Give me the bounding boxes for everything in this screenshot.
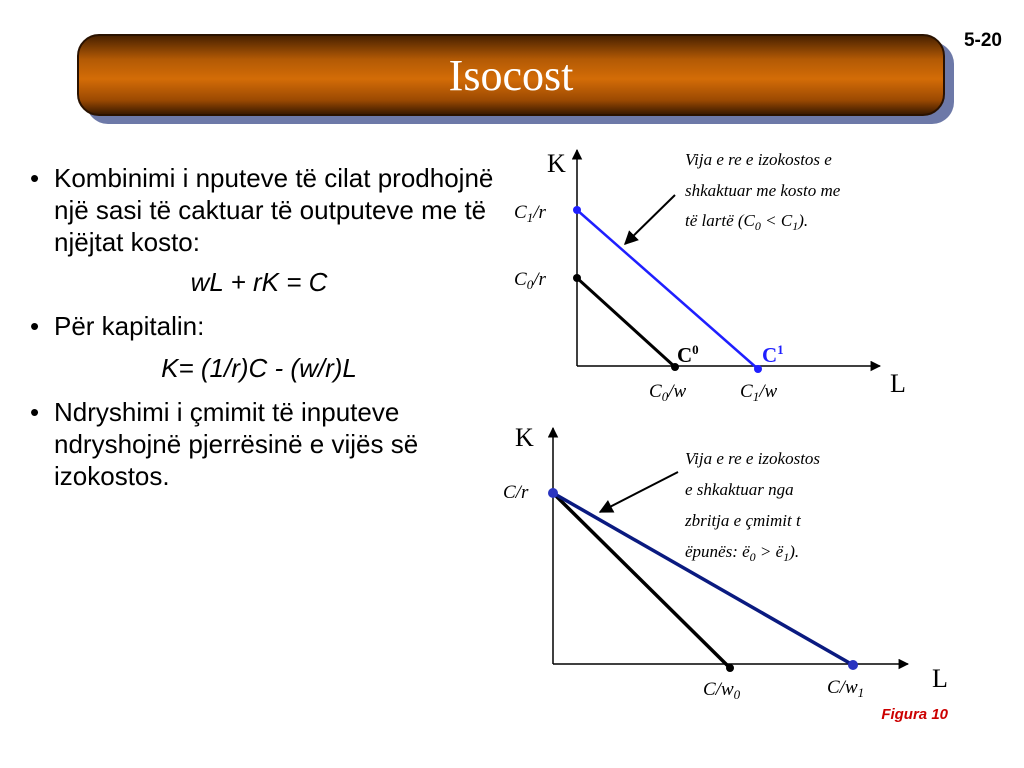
page-title: Isocost (448, 51, 574, 100)
svg-text:Vija e re e izokostos: Vija e re e izokostos (685, 449, 821, 468)
bullet-text: Për kapitalin: (54, 311, 205, 341)
top-point-c1r (573, 206, 581, 214)
bullet-dot: • (30, 397, 40, 427)
top-label-c1-over-w: $C_1/w$ (740, 381, 778, 404)
bottom-annotation-arrow (600, 472, 678, 512)
bottom-label-c-over-w0: $C/w_0$ (703, 679, 741, 702)
top-annotation (685, 150, 841, 233)
svg-text:zbritja e çmimit t: zbritja e çmimit t (685, 511, 801, 530)
bottom-label-c-over-w1: $C/w_1$ (827, 677, 865, 700)
top-point-c0r (573, 274, 581, 282)
formula-cost: wL + rK = C (190, 267, 328, 297)
svg-text:shkaktuar me kosto me: shkaktuar me kosto me (685, 181, 841, 200)
bullet-dot: • (30, 311, 40, 341)
formula-capital: K= (1/r)C - (w/r)L (161, 353, 357, 383)
bullet-text: Kombinimi i nputeve të cilat prodhojnë një sasi të caktuar të outputeve me të njëjtat kosto: (54, 163, 494, 257)
bullet-text: Ndryshimi i çmimit të inputeve ndryshojnë pjerrësinë e vijës së izokostos. (54, 397, 419, 491)
top-label-c0-over-w: $C_0/w$ (649, 381, 687, 404)
bottom-point-cr (548, 488, 558, 498)
top-isocost-old (577, 278, 675, 367)
slide-number: 5-20 (963, 30, 1002, 51)
top-line-label-c0: $C^0$ (677, 342, 699, 367)
bottom-label-c-over-r: C/r (503, 482, 529, 503)
bottom-point-cw1 (848, 660, 858, 670)
svg-text:të lartë (C0 < C1).: të lartë $(C_0 < C_1)$. (685, 211, 809, 233)
top-point-c1w (754, 365, 762, 373)
top-annotation-arrow (625, 195, 675, 244)
svg-text:Vija e re e izokostos e: Vija e re e izokostos e (685, 150, 832, 169)
top-isocost-new (577, 210, 758, 369)
bottom-y-axis-label: K (515, 423, 534, 452)
bottom-x-axis-label: L (932, 664, 948, 693)
top-label-c0-over-r: $C_0/r$ (514, 269, 546, 292)
bottom-point-cw0 (726, 664, 734, 672)
bottom-annotation (684, 449, 820, 564)
top-x-axis-label: L (890, 369, 906, 398)
top-label-c1-over-r: $C_1/r$ (514, 202, 546, 225)
bullet-dot: • (30, 163, 40, 193)
svg-text:ëpunës: ë0 > ë1).: ëpunës: $ë_0$ > $ë_1$). (685, 542, 800, 564)
figure-caption: Figura 10 (881, 706, 948, 723)
top-y-axis-label: K (547, 149, 566, 178)
svg-text:e shkaktuar nga: e shkaktuar nga (685, 480, 794, 499)
top-line-label-c1: $C^1$ (762, 342, 784, 367)
